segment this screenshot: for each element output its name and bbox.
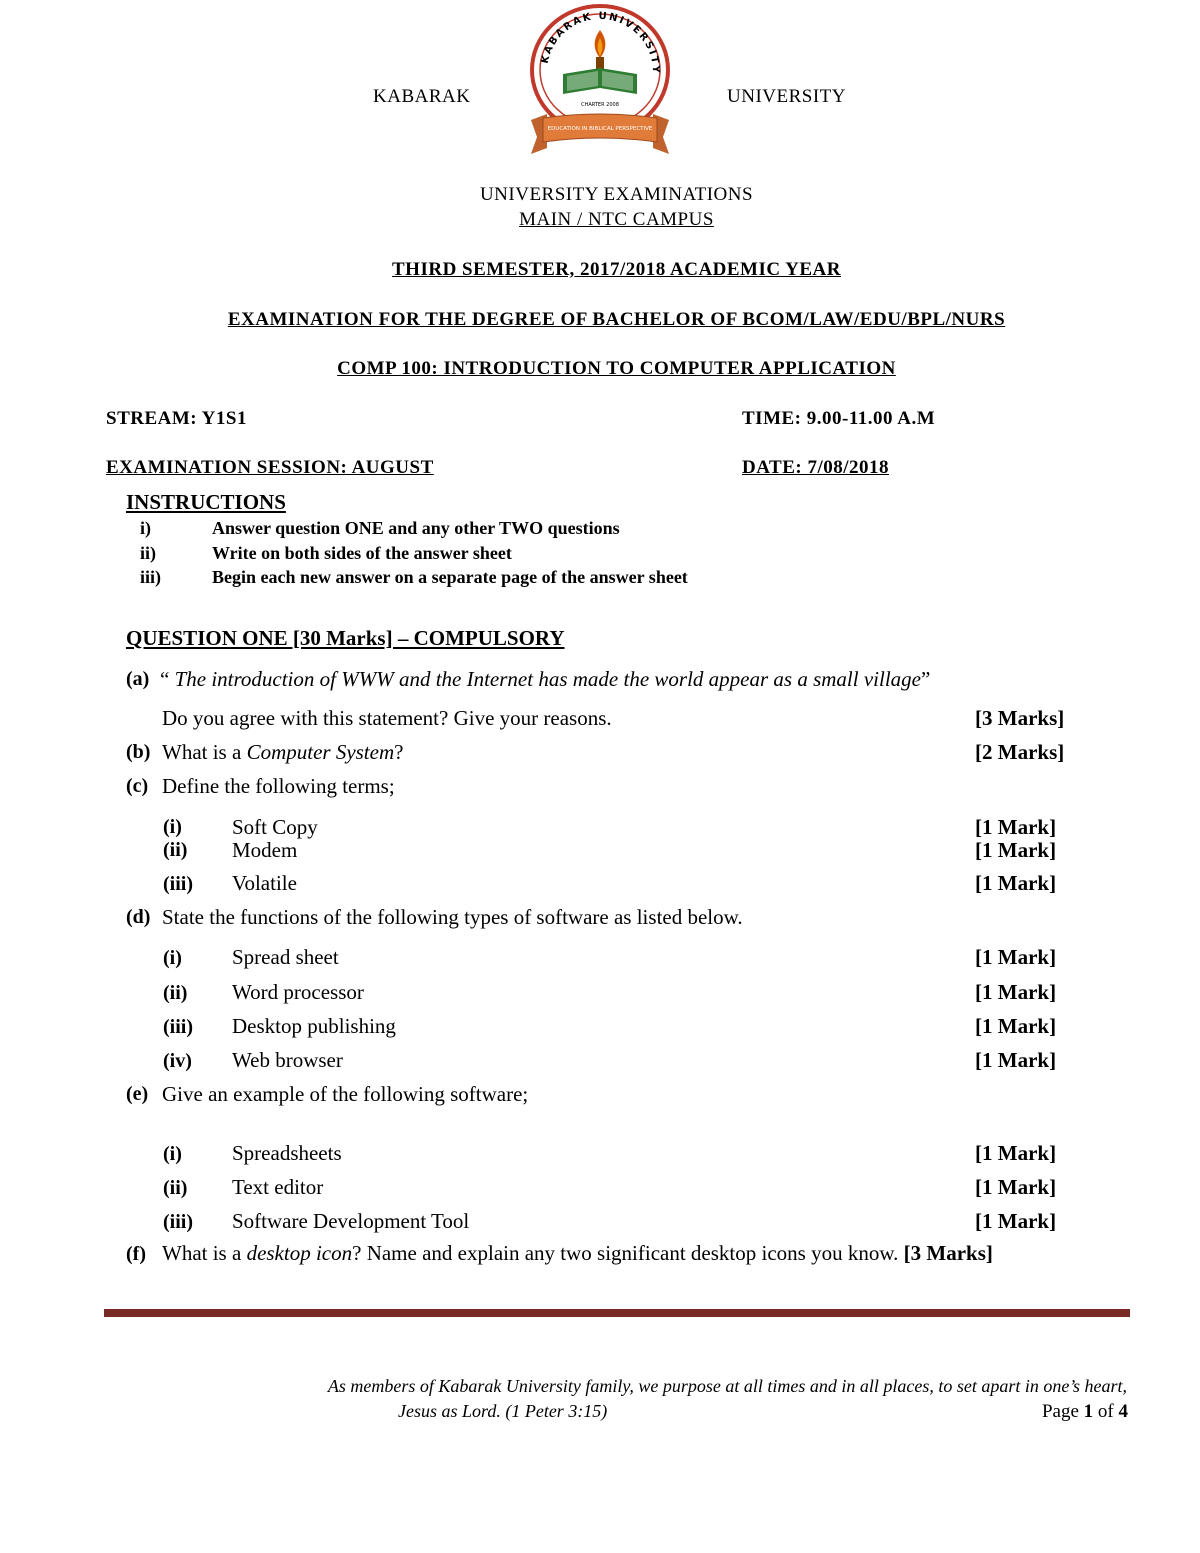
sub-item-marks: [1 Mark] xyxy=(975,1141,1057,1165)
sub-item-num: (i) xyxy=(163,947,182,969)
footer-motto-line2: Jesus as Lord. (1 Peter 3:15) xyxy=(398,1401,608,1421)
part-b-marks: [2 Marks] xyxy=(975,740,1065,764)
header-left-word: KABARAK xyxy=(373,86,471,107)
instructions-title: INSTRUCTIONS xyxy=(126,490,286,514)
part-a-label: (a) xyxy=(126,668,150,690)
course-title: COMP 100: INTRODUCTION TO COMPUTER APPLICATION xyxy=(337,358,896,379)
sub-item-marks: [1 Mark] xyxy=(975,838,1057,862)
sub-item-text: Software Development Tool xyxy=(232,1209,470,1233)
sub-item-text: Spread sheet xyxy=(232,945,339,969)
sub-item-marks: [1 Mark] xyxy=(975,1175,1057,1199)
sub-item-text: Text editor xyxy=(232,1175,324,1199)
question-one-title: QUESTION ONE [30 Marks] – COMPULSORY xyxy=(126,626,565,650)
page-number: Page 1 of 4 xyxy=(1041,1401,1128,1422)
part-d-label: (d) xyxy=(126,906,151,928)
sub-item-marks: [1 Mark] xyxy=(975,1209,1057,1233)
logo-arc-text: KABARAK UNIVERSITY xyxy=(539,10,662,76)
part-f-text: What is a desktop icon? Name and explain any two significant desktop icons you know. [3 Marks] xyxy=(162,1241,993,1265)
stream-label: STREAM: Y1S1 xyxy=(106,408,247,429)
sub-item-text: Volatile xyxy=(232,871,297,895)
part-a-quote-line xyxy=(160,667,930,692)
exam-title: UNIVERSITY EXAMINATIONS xyxy=(479,184,754,205)
footer-motto-line1: As members of Kabarak University family, we purpose at all times and in all places, to set apart in one’s heart, xyxy=(327,1376,1127,1396)
university-logo xyxy=(525,2,675,158)
instruction-num: ii) xyxy=(140,543,156,563)
sub-item-marks: [1 Mark] xyxy=(975,980,1057,1004)
sub-item-marks: [1 Mark] xyxy=(975,945,1057,969)
sub-item-text: Modem xyxy=(232,838,298,862)
part-b-text: What is a Computer System? xyxy=(162,740,404,764)
sub-item-num: (ii) xyxy=(163,1177,188,1199)
part-c-label: (c) xyxy=(126,775,149,797)
sub-item-text: Soft Copy xyxy=(232,815,318,839)
sub-item-marks: [1 Mark] xyxy=(975,815,1057,839)
instruction-num: i) xyxy=(140,518,151,538)
close-quote: ” xyxy=(920,667,931,691)
semester-title: THIRD SEMESTER, 2017/2018 ACADEMIC YEAR xyxy=(392,259,841,280)
sub-item-num: (i) xyxy=(163,816,182,838)
date-label: DATE: 7/08/2018 xyxy=(742,457,890,478)
logo-ribbon-text: EDUCATION IN BIBLICAL PERSPECTIVE xyxy=(547,126,653,132)
logo-inner-text: CHARTER 2008 xyxy=(581,102,619,108)
time-label: TIME: 9.00-11.00 A.M xyxy=(742,408,936,429)
part-a-prompt: Do you agree with this statement? Give your reasons. xyxy=(162,706,612,730)
header-right-word: UNIVERSITY xyxy=(727,86,846,107)
instruction-num: iii) xyxy=(140,567,161,587)
sub-item-num: (ii) xyxy=(163,839,188,861)
instruction-text: Write on both sides of the answer sheet xyxy=(212,543,512,563)
sub-item-num: (i) xyxy=(163,1143,182,1165)
part-a-quote: The introduction of WWW and the Internet has made the world appear as a small village xyxy=(174,667,921,691)
sub-item-num: (ii) xyxy=(163,982,188,1004)
instruction-text: Begin each new answer on a separate page of the answer sheet xyxy=(212,567,688,587)
sub-item-num: (iv) xyxy=(163,1050,192,1072)
part-f-label: (f) xyxy=(126,1243,146,1265)
part-d-text: State the functions of the following types of software as listed below. xyxy=(162,905,743,929)
part-e-label: (e) xyxy=(126,1083,149,1105)
sub-item-marks: [1 Mark] xyxy=(975,1048,1057,1072)
part-b-label: (b) xyxy=(126,741,151,763)
open-quote: “ xyxy=(160,667,170,691)
part-f-marks: [3 Marks] xyxy=(903,1241,993,1265)
sub-item-marks: [1 Mark] xyxy=(975,871,1057,895)
sub-item-text: Desktop publishing xyxy=(232,1014,396,1038)
part-a-marks: [3 Marks] xyxy=(975,706,1065,730)
footer-rule xyxy=(104,1309,1130,1317)
sub-item-num: (iii) xyxy=(163,873,193,895)
instruction-text: Answer question ONE and any other TWO questions xyxy=(212,518,620,538)
sub-item-text: Spreadsheets xyxy=(232,1141,342,1165)
part-e-text: Give an example of the following software; xyxy=(162,1082,529,1106)
sub-item-num: (iii) xyxy=(163,1016,193,1038)
sub-item-num: (iii) xyxy=(163,1211,193,1233)
part-c-text: Define the following terms; xyxy=(162,774,395,798)
session-label: EXAMINATION SESSION: AUGUST xyxy=(106,457,434,478)
sub-item-text: Web browser xyxy=(232,1048,343,1072)
degree-title: EXAMINATION FOR THE DEGREE OF BACHELOR OF BCOM/LAW/EDU/BPL/NURS xyxy=(227,309,1006,330)
sub-item-marks: [1 Mark] xyxy=(975,1014,1057,1038)
campus-title: MAIN / NTC CAMPUS xyxy=(519,209,714,230)
sub-item-text: Word processor xyxy=(232,980,364,1004)
